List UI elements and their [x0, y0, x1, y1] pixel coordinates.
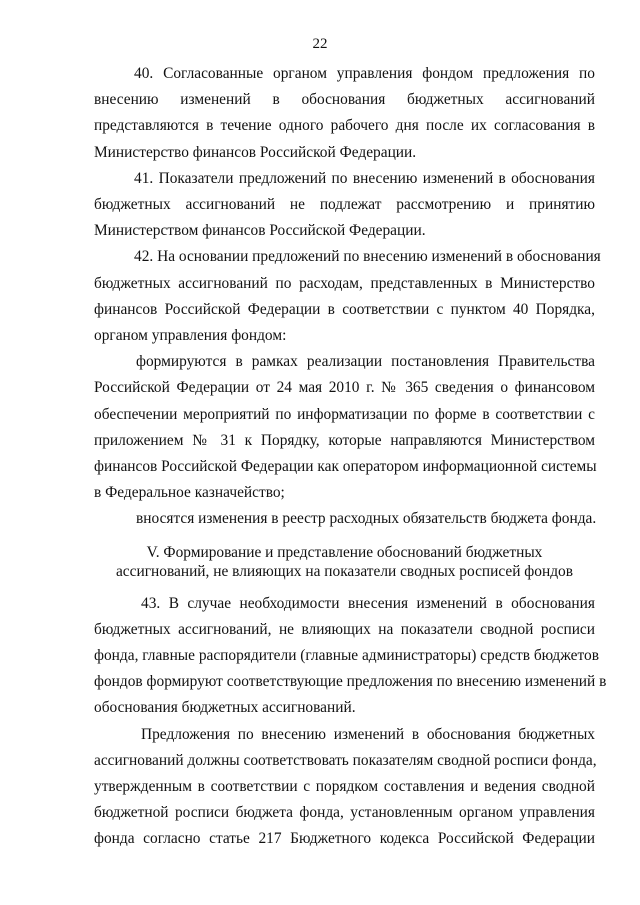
text-line: формируются в рамках реализации постановления Правительства	[136, 353, 595, 371]
paragraph-42	[94, 244, 601, 349]
text-line: обоснования бюджетных ассигнований.	[94, 699, 356, 717]
paragraph-42-item-1	[94, 349, 595, 506]
text-line: 41. Показатели предложений по внесению изменений в обоснования	[134, 169, 595, 187]
section-heading-line: V. Формирование и представление обоснований бюджетных	[146, 543, 543, 561]
text-line: вносятся изменения в реестр расходных обязательств бюджета фонда.	[136, 510, 597, 528]
paragraph-42-item-2	[94, 506, 595, 532]
section-heading	[94, 543, 595, 582]
text-line: внесению изменений в обоснования бюджетных ассигнований	[94, 91, 595, 109]
paragraph-41	[94, 166, 595, 245]
text-line: 42. На основании предложений по внесению изменений в обоснования	[134, 248, 601, 266]
text-line: Министерство финансов Российской Федерации.	[94, 143, 417, 161]
paragraph-43-continuation	[94, 722, 595, 853]
section-heading-line: ассигнований, не влияющих на показатели сводных росписей фондов	[115, 563, 574, 581]
text-line: бюджетных ассигнований, не влияющих на показатели сводной росписи	[94, 620, 595, 638]
text-line: Российской Федерации от 24 мая 2010 г. № 365 сведения о финансовом	[94, 379, 595, 397]
paragraph-40	[94, 61, 595, 166]
text-line: в Федеральное казначейство;	[94, 484, 285, 502]
text-line: фонда согласно статье 217 Бюджетного кодекса Российской Федерации	[94, 830, 595, 848]
text-line: финансов Российской Федерации в соответствии с пунктом 40 Порядка,	[94, 300, 595, 318]
text-line: 40. Согласованные органом управления фондом предложения по	[134, 65, 595, 82]
text-line: фондов формируют соответствующие предложения по внесению изменений в	[94, 673, 607, 691]
text-line: утвержденным в соответствии с порядком составления и ведения сводной	[94, 778, 595, 796]
text-line: ассигнований должны соответствовать показателям сводной росписи фонда,	[94, 751, 597, 769]
text-line: представляются в течение одного рабочего дня после их согласования в	[94, 117, 595, 135]
page-number: 22	[312, 36, 328, 52]
text-line: 43. В случае необходимости внесения изменений в обоснования	[141, 594, 595, 612]
text-line: бюджетной росписи бюджета фонда, установленным органом управления	[94, 804, 595, 822]
paragraph-43	[94, 591, 607, 722]
text-line: обеспечении мероприятий по информатизации по форме в соответствии с	[94, 405, 595, 423]
text-line: приложением № 31 к Порядку, которые направляются Министерством	[94, 431, 595, 449]
text-line: финансов Российской Федерации как оператором информационной системы	[94, 458, 597, 476]
text-line: бюджетных ассигнований по расходам, представленных в Министерство	[94, 274, 595, 292]
document-body	[94, 61, 607, 853]
text-line: Министерством финансов Российской Федерации.	[94, 222, 426, 240]
text-line: фонда, главные распорядители (главные администраторы) средств бюджетов	[94, 647, 599, 665]
text-line: органом управления фондом:	[94, 327, 287, 345]
text-line: Предложения по внесению изменений в обоснования бюджетных	[141, 725, 595, 743]
text-line: бюджетных ассигнований не подлежат рассмотрению и принятию	[94, 196, 595, 214]
